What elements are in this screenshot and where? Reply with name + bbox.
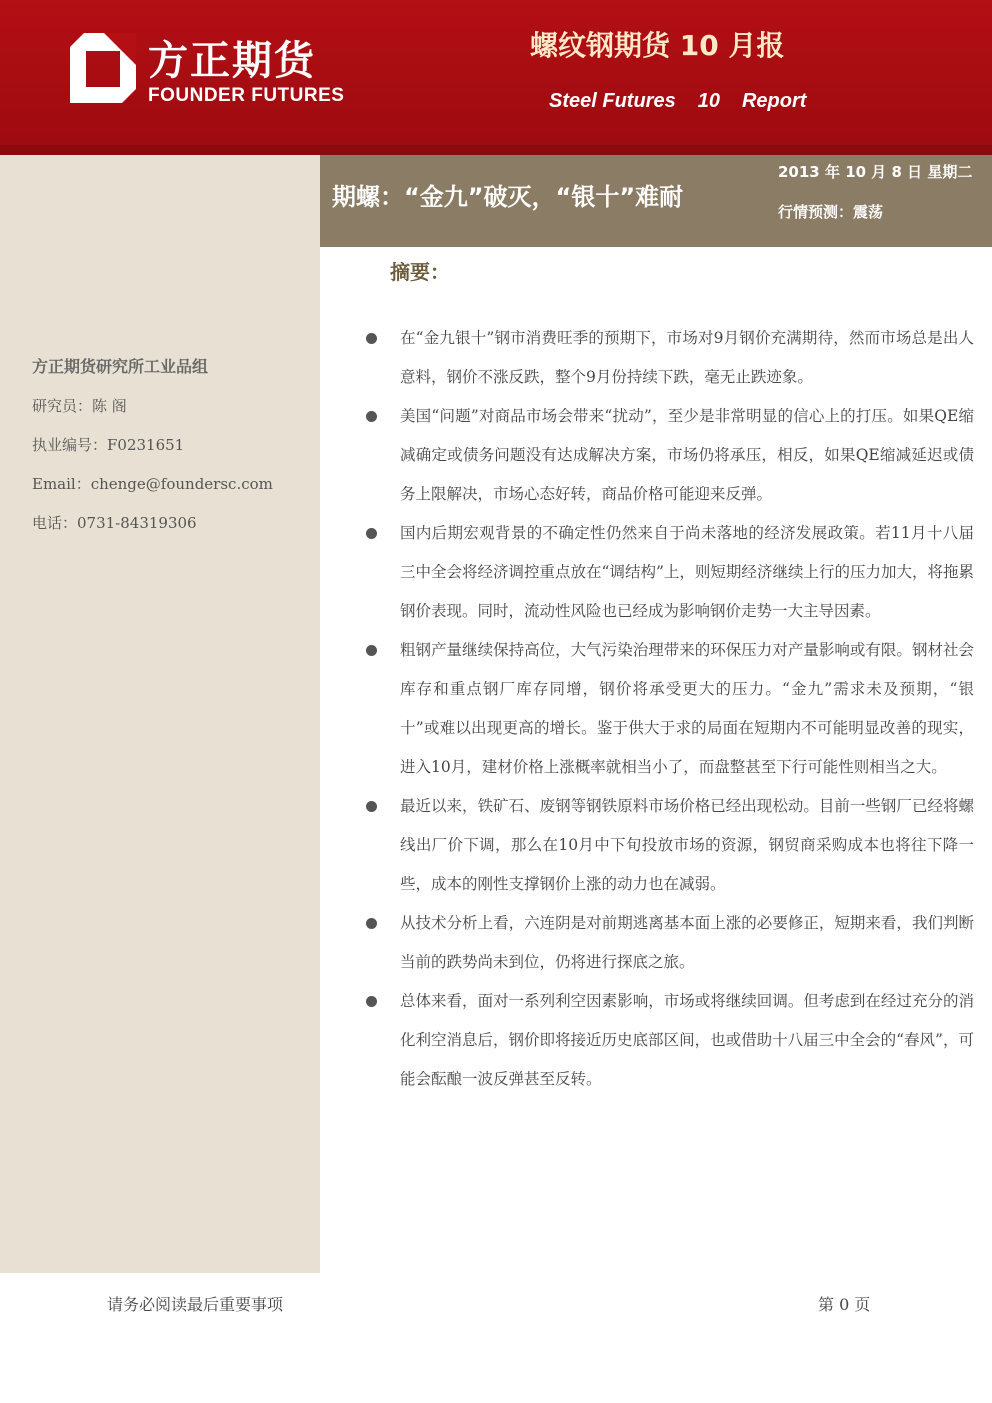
market-forecast: 行情预测：震荡 xyxy=(778,203,884,221)
bullet-icon xyxy=(366,645,377,656)
bullet-text: 总体来看，面对一系列利空因素影响，市场或将继续回调。但考虑到在经过充分的消化利空消息后，钢价即将接近历史底部区间，也或借助十八届三中全会的“春风”，可能会酝酿一波反弹甚至反转。 xyxy=(400,992,974,1088)
subtitle-part-3: Report xyxy=(741,90,807,112)
logo-english-name: FOUNDER FUTURES xyxy=(148,85,345,106)
research-group: 方正期货研究所工业品组 xyxy=(32,357,209,376)
footer-notice: 请务必阅读最后重要事项 xyxy=(107,1295,284,1314)
bullet-text: 国内后期宏观背景的不确定性仍然来自于尚未落地的经济发展政策。若11月十八届三中全会将经济调控重点放在“调结构”上，则短期经济继续上行的压力加大，将拖累钢价表现。同时，流动性风险也已经成为影响钢价走势一大主导因素。 xyxy=(400,524,974,620)
bullet-icon xyxy=(366,528,377,539)
bullet-text: 从技术分析上看，六连阴是对前期逃离基本面上涨的必要修正，短期来看，我们判断当前的跌势尚未到位，仍将进行探底之旅。 xyxy=(400,914,974,971)
report-date: 2013 年 10 月 8 日 星期二 xyxy=(778,163,973,181)
founder-logo-icon xyxy=(70,33,136,103)
bullet-text: 在“金九银十”钢市消费旺季的预期下，市场对9月钢价充满期待，然而市场总是出人意料，钢价不涨反跌，整个9月份持续下跌，毫无止跌迹象。 xyxy=(400,329,974,386)
list-item xyxy=(362,319,974,397)
bullet-icon xyxy=(366,996,377,1007)
bullet-icon xyxy=(366,411,377,422)
summary-heading: 摘要： xyxy=(390,260,450,284)
contact-info xyxy=(32,355,273,550)
bullet-icon xyxy=(366,801,377,812)
list-item xyxy=(362,631,974,787)
title-band xyxy=(320,155,992,247)
summary-list xyxy=(362,319,974,1099)
list-item xyxy=(362,787,974,904)
page-number: 第 0 页 xyxy=(818,1295,871,1314)
bullet-text: 最近以来，铁矿石、废钢等钢铁原料市场价格已经出现松动。目前一些钢厂已经将螺线出厂价下调，那么在10月中下旬投放市场的资源，钢贸商采购成本也将往下降一些，成本的刚性支撑钢价上涨的动力也在减弱。 xyxy=(400,797,974,893)
article-title: 期螺：“金九”破灭，“银十”难耐 xyxy=(332,183,684,211)
header-divider xyxy=(0,145,992,155)
bullet-icon xyxy=(366,918,377,929)
page-header xyxy=(0,0,992,155)
phone-number: 电话：0731-84319306 xyxy=(32,514,197,532)
license-number: 执业编号：F0231651 xyxy=(32,436,185,454)
company-logo xyxy=(70,33,345,113)
bullet-icon xyxy=(366,333,377,344)
logo-chinese-name: 方正期货 xyxy=(148,38,316,84)
subtitle-part-2: 10 xyxy=(697,90,720,112)
bullet-text: 美国“问题”对商品市场会带来“扰动”，至少是非常明显的信心上的打压。如果QE缩减确定或债务问题没有达成解决方案，市场仍将承压，相反，如果QE缩减延迟或债务上限解决，市场心态好转，商品价格可能迎来反弹。 xyxy=(400,407,974,503)
sidebar xyxy=(0,155,320,1273)
list-item xyxy=(362,397,974,514)
subtitle-part-1: Steel Futures xyxy=(549,90,676,112)
report-title: 螺纹钢期货 10 月报 xyxy=(530,29,785,62)
list-item xyxy=(362,904,974,982)
researcher-name: 研究员：陈 阁 xyxy=(32,397,127,415)
list-item xyxy=(362,514,974,631)
email-address: Email：chenge@foundersc.com xyxy=(32,475,273,493)
bullet-text: 粗钢产量继续保持高位，大气污染治理带来的环保压力对产量影响或有限。钢材社会库存和重点钢厂库存同增，钢价将承受更大的压力。“金九”需求未及预期，“银十”或难以出现更高的增长。鉴于供大于求的局面在短期内不可能明显改善的现实，进入10月，建材价格上涨概率就相当小了，而盘整甚至下行可能性则相当之大。 xyxy=(400,641,974,776)
list-item xyxy=(362,982,974,1099)
report-subtitle xyxy=(549,90,828,113)
